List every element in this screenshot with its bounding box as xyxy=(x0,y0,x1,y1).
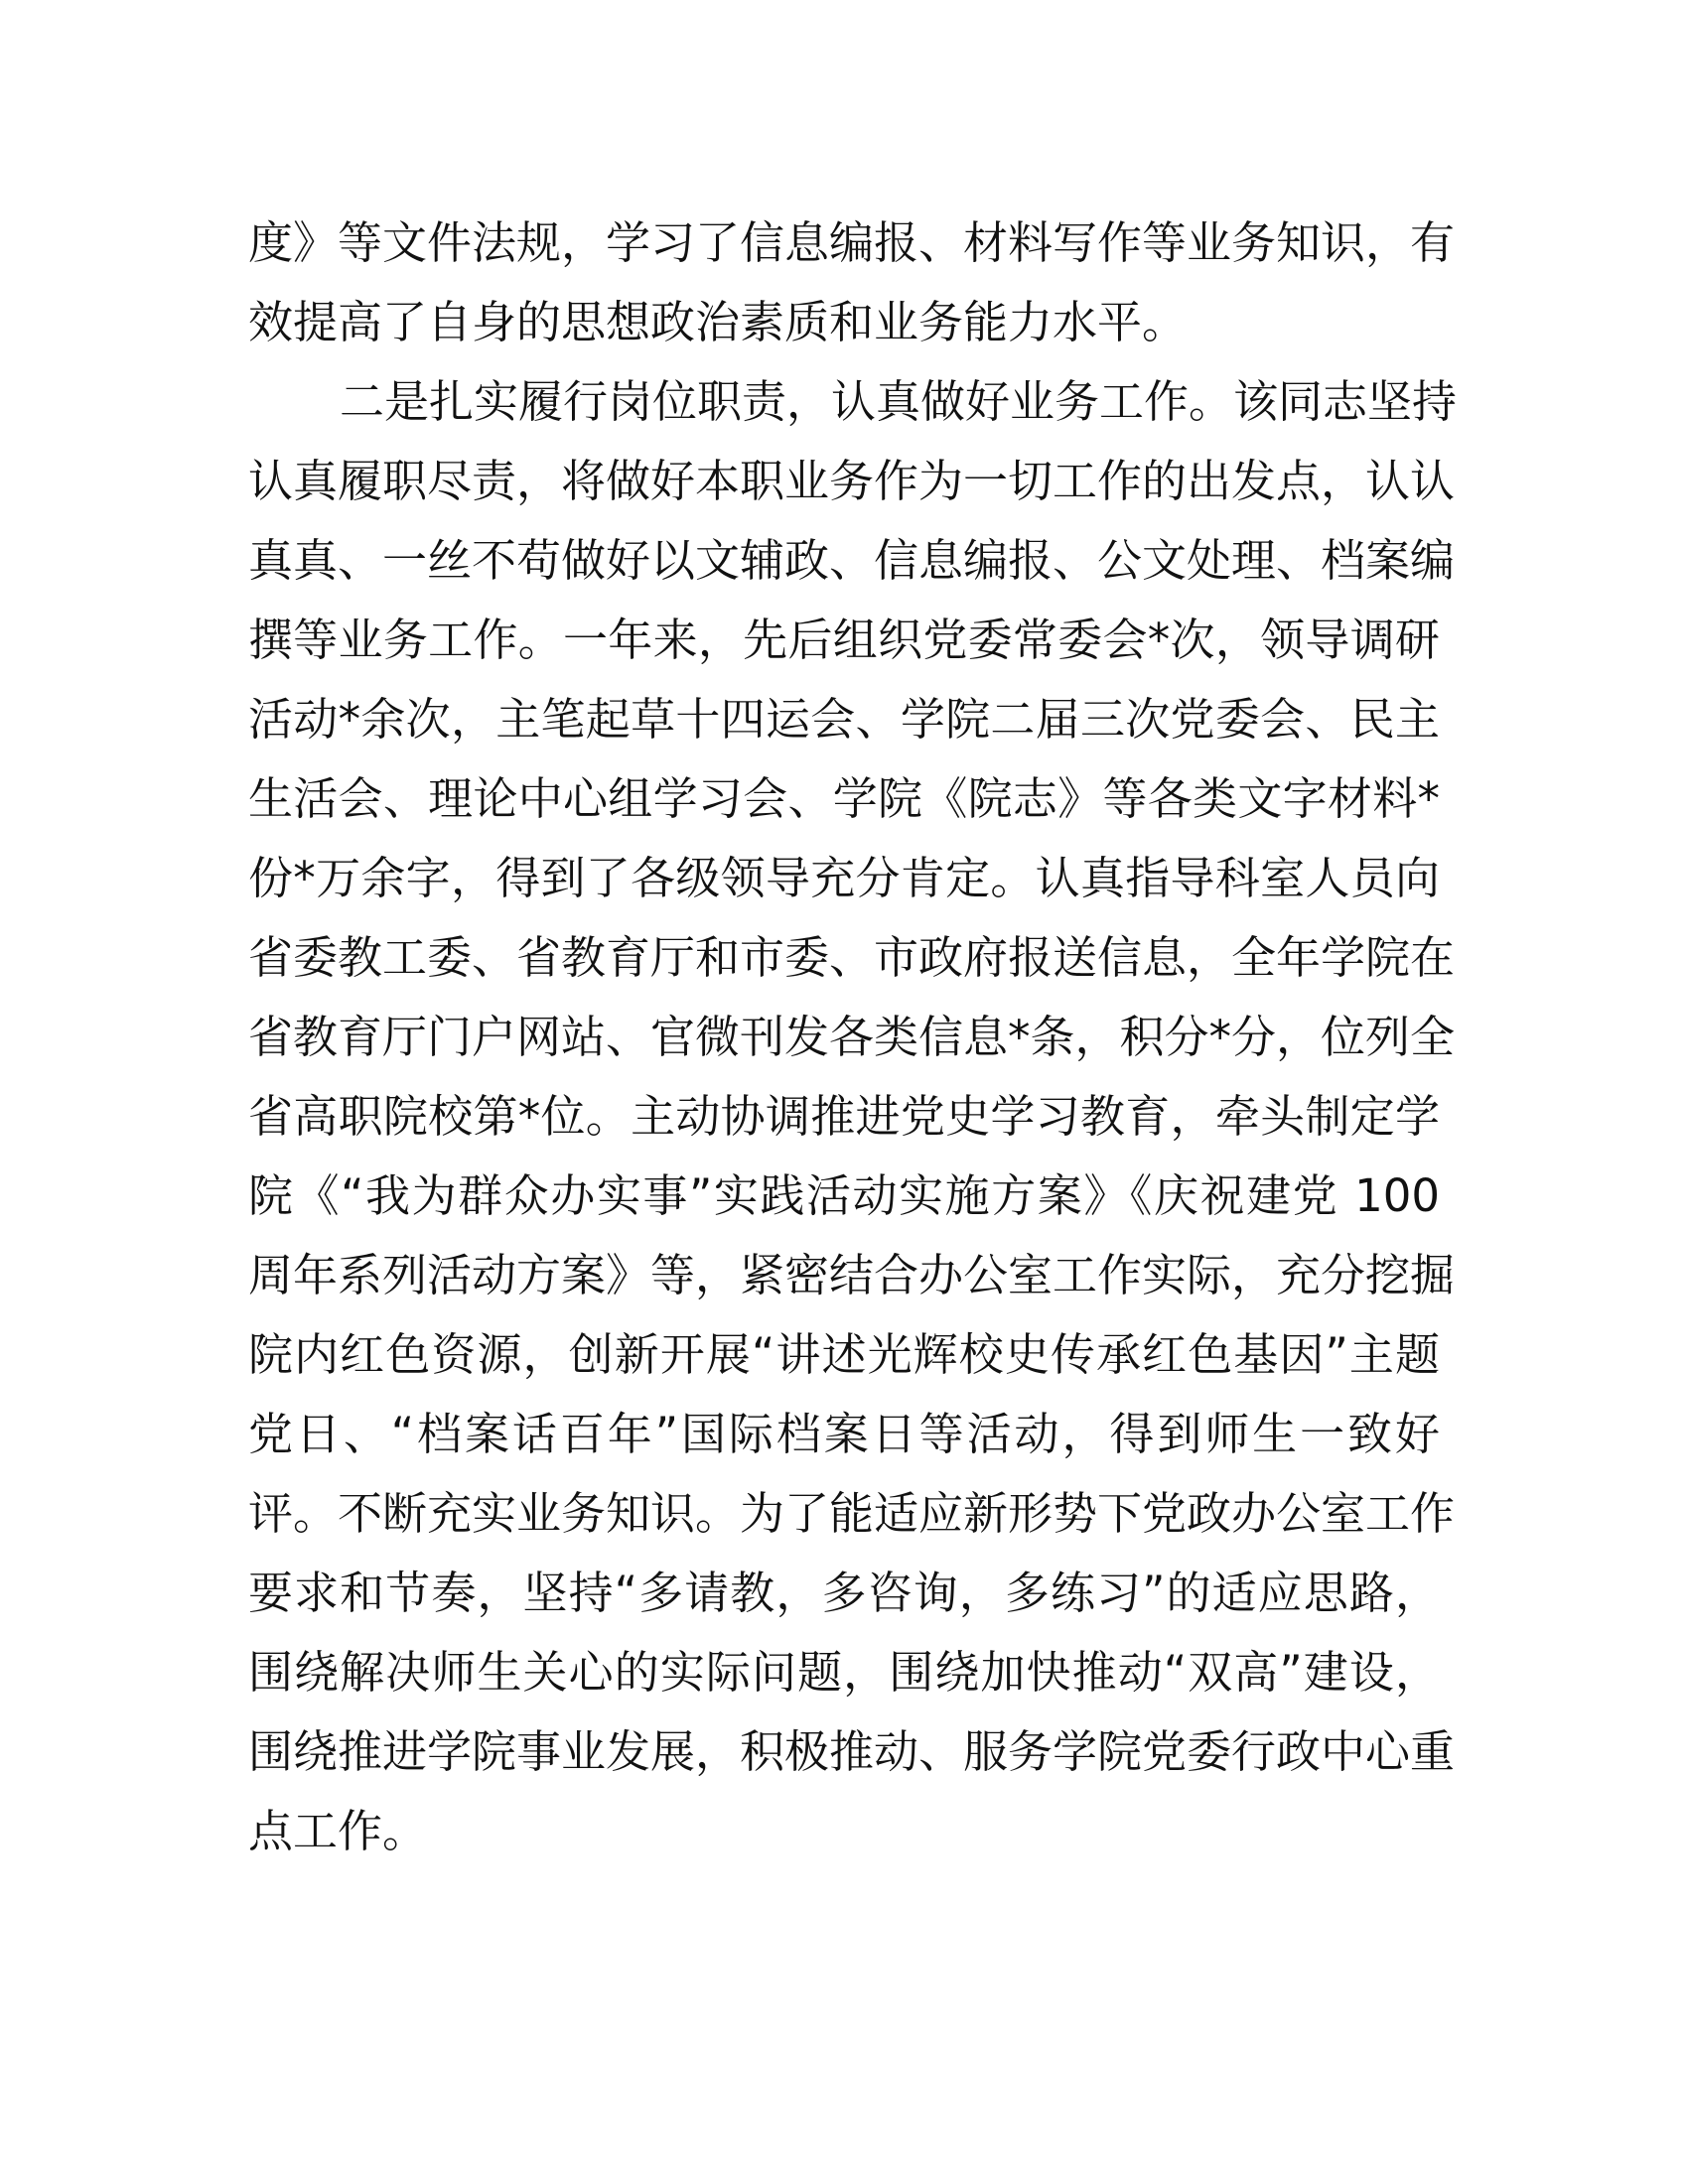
paragraph-1 xyxy=(248,204,1456,362)
text-line: 周年系列活动方案》等，紧密结合办公室工作实际，充分挖掘 xyxy=(248,1249,1456,1301)
text-line: 省委教工委、省教育厅和市委、市政府报送信息，全年学院在 xyxy=(248,931,1456,984)
document-page xyxy=(248,204,1458,1871)
text-line: 生活会、理论中心组学习会、学院《院志》等各类文字材料* xyxy=(248,772,1440,825)
text-line: 省教育厅门户网站、官微刊发各类信息*条，积分*分，位列全 xyxy=(248,1011,1456,1063)
text-line: 活动*余次，主笔起草十四运会、学院二届三次党委会、民主 xyxy=(248,693,1440,746)
text-line: 院《“我为群众办实事”实践活动实施方案》《庆祝建党 100 xyxy=(248,1169,1440,1222)
paragraph-2 xyxy=(248,362,1458,1871)
text-line: 要求和节奏，坚持“多请教，多咨询，多练习”的适应思路， xyxy=(248,1567,1440,1619)
text-line: 评。不断充实业务知识。为了能适应新形势下党政办公室工作 xyxy=(248,1487,1456,1540)
text-line: 认真履职尽责，将做好本职业务作为一切工作的出发点，认认 xyxy=(248,455,1456,507)
text-line: 效提高了自身的思想政治素质和业务能力水平。 xyxy=(248,296,1188,348)
text-line: 撰等业务工作。一年来，先后组织党委常委会*次，领导调研 xyxy=(248,614,1440,666)
text-line: 二是扎实履行岗位职责，认真做好业务工作。该同志坚持 xyxy=(340,375,1458,428)
text-line: 院内红色资源，创新开展“讲述光辉校史传承红色基因”主题 xyxy=(248,1328,1440,1381)
text-line: 度》等文件法规，学习了信息编报、材料写作等业务知识，有 xyxy=(248,216,1456,269)
text-line: 点工作。 xyxy=(248,1805,428,1857)
text-line: 真真、一丝不苟做好以文辅政、信息编报、公文处理、档案编 xyxy=(248,534,1456,587)
text-line: 围绕推进学院事业发展，积极推动、服务学院党委行政中心重 xyxy=(248,1725,1456,1778)
text-line: 份*万余字，得到了各级领导充分肯定。认真指导科室人员向 xyxy=(248,852,1440,904)
text-line: 党日、“档案话百年”国际档案日等活动，得到师生一致好 xyxy=(248,1408,1440,1460)
text-line: 围绕解决师生关心的实际问题，围绕加快推动“双高”建设， xyxy=(248,1646,1440,1699)
text-line: 省高职院校第*位。主动协调推进党史学习教育，牵头制定学 xyxy=(248,1090,1440,1143)
